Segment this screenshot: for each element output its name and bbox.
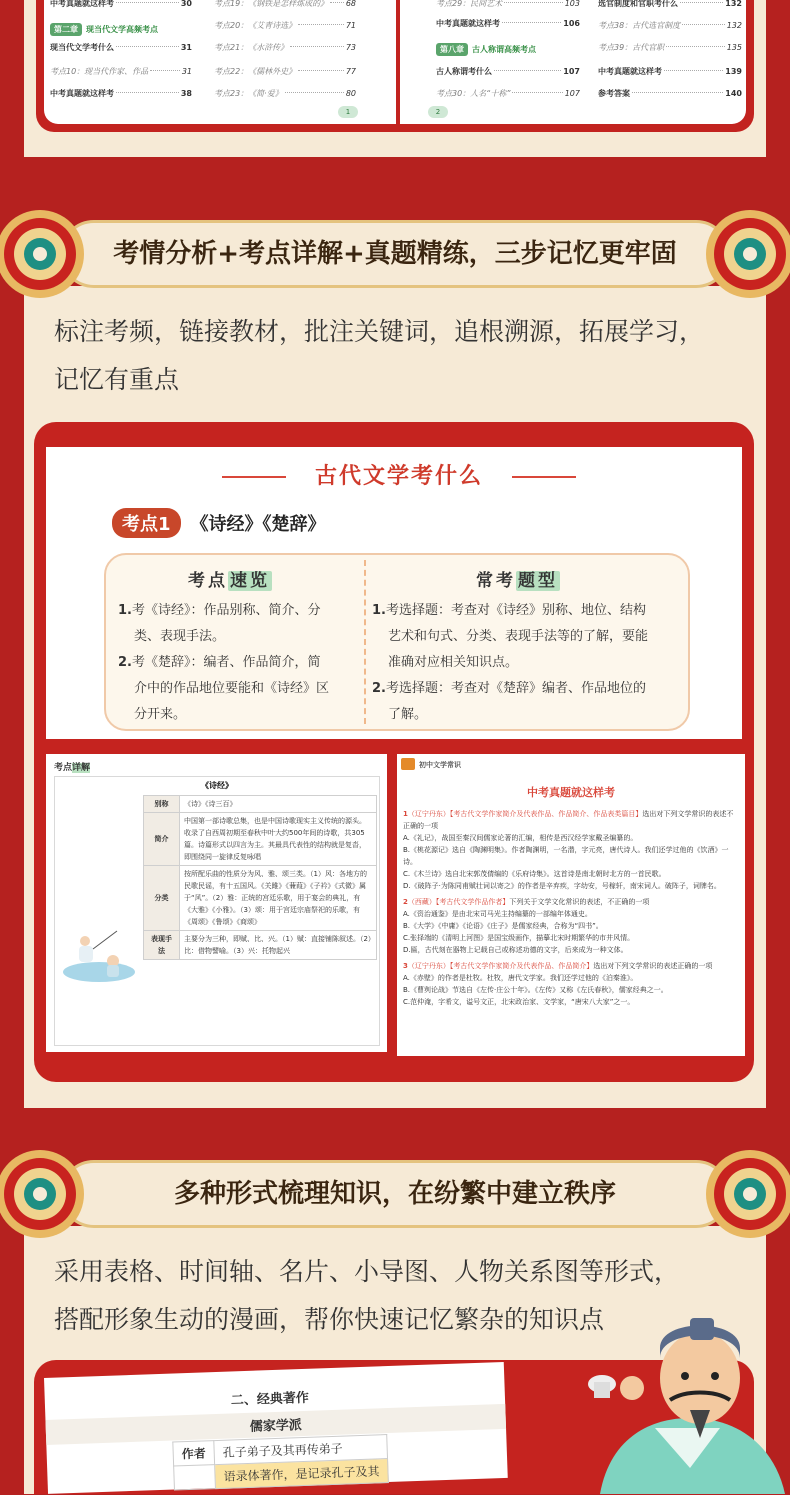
page-number-right: 2 [428, 106, 448, 118]
toc-chapter: 第八章 古人称谓高频考点 [436, 43, 580, 56]
exam-page-title: 中考真题就这样考 [527, 786, 615, 799]
toc-entry: 考点30：人名“十称” 107 [436, 89, 580, 98]
question-option: C.《木兰诗》选自北宋郭茂倩编的《乐府诗集》。这首诗是南北朝时北方的一首民歌。 [403, 870, 666, 878]
item-line: 考《诗经》：作品别称、简介、分 [131, 603, 321, 618]
question-tag: 【考古代文学作家简介及代表作品、作品简介、作品表类篇目】 [449, 810, 643, 818]
card-divider [364, 560, 366, 724]
detail-table [143, 795, 377, 960]
item-num: 2. [372, 681, 386, 696]
row-head: 表现手法 [144, 931, 180, 960]
title-deco-right [512, 476, 576, 478]
question-type-col-body [372, 598, 688, 728]
row-content: 孔子弟子及其再传弟子 [214, 1435, 388, 1465]
sample-page-title: 古代文学考什么 [314, 464, 483, 489]
row-head: 作者 [173, 1441, 215, 1466]
exam-question [403, 960, 739, 1008]
item-line: 考选择题：考查对《诗经》别称、地位、结构 [385, 603, 646, 618]
overview-item [118, 598, 362, 624]
ornament-medal-right-icon [702, 1146, 790, 1242]
toc-entry: 古人称谓考什么 107 [436, 67, 580, 76]
toc-entry: 选官制度和官职考什么 132 [598, 0, 742, 8]
question-option: D.《破阵子·为陈同甫赋壮词以寄之》的作者是辛弃疾，字幼安，号稼轩，南宋词人。破阵子，词牌名。 [403, 882, 721, 890]
page-number-left: 1 [338, 106, 358, 118]
row-content: 按所配乐曲的性质分为风、雅、颂三类。（1）风：各地方的民歌民谣，有十五国风。《关雎》《蒹葭》《子衿》《式微》属于“风”。（2）雅：正统的宫廷乐歌，用于宴会的典礼，有《大雅》《小雅》。（3）颂：用于宫廷宗庙祭祀的乐歌，有《周颂》《鲁颂》《商颂》 [180, 866, 377, 931]
question-tag: 【考古代文学作品作者】 [435, 898, 510, 906]
heading-highlight: 速览 [230, 571, 270, 591]
section2-banner [60, 1160, 730, 1228]
question-option: B.《桃花源记》选自《陶渊明集》。作者陶渊明，一名潜，字元亮，唐代诗人。我们还学过他的《饮酒》一诗。 [403, 846, 729, 866]
item-num: 1. [118, 603, 132, 618]
section1-desc-line: 记忆有重点 [54, 365, 180, 394]
bottom-section-title: 二、经典著作 [230, 1390, 310, 1409]
item-line: 类、表现手法。 [134, 629, 226, 644]
section2-banner-title: 多种形式梳理知识，在纷繁中建立秩序 [173, 1179, 616, 1209]
question-tag: 【考古代文学作家简介及代表作品、作品简介】 [449, 962, 594, 970]
item-num: 1. [372, 603, 386, 618]
toc-entry: 考点19：《钢铁是怎样炼成的》 68 [214, 0, 356, 8]
bottom-school-heading: 儒家学派 [45, 1404, 506, 1445]
bottom-sample-page [44, 1362, 508, 1494]
toc-entry: 考点21：《水浒传》 73 [214, 43, 356, 52]
label-highlight: 详解 [72, 763, 91, 773]
detail-table-box [54, 776, 380, 1046]
heading-highlight: 题型 [518, 571, 558, 591]
table-row [144, 813, 377, 866]
detail-table-title: 《诗经》 [201, 781, 233, 790]
question-region: （辽宁丹东） [407, 810, 450, 818]
item-line: 艺术和句式、分类、表现手法等的了解，要能 [388, 629, 649, 644]
detail-page [46, 754, 387, 1052]
overview-col-heading [188, 566, 272, 591]
overview-item [118, 650, 362, 676]
heading-part: 常考 [476, 571, 516, 591]
row-content: 语录体著作，是记录孔子及其 [215, 1459, 389, 1489]
section1-banner [60, 220, 730, 288]
toc-entry: 考点20：《艾青诗选》 71 [214, 21, 356, 30]
question-option: D.匾，古代刻在器物上记载自己或称述功德的文字，后来成为一种文体。 [403, 946, 628, 954]
exam-question-list [403, 808, 739, 1008]
question-option: A.《赤壁》的作者是杜牧。杜牧，唐代文学家。我们还学过他的《泊秦淮》。 [403, 974, 638, 982]
exam-question [403, 808, 739, 892]
section1-banner-title: 考情分析+考点详解+真题精练，三步记忆更牢固 [113, 239, 677, 269]
title-deco-left [222, 476, 286, 478]
section2-desc-line: 搭配形象生动的漫画，帮你快速记忆繁杂的知识点 [54, 1305, 605, 1334]
question-option: B.《曹刿论战》节选自《左传·庄公十年》。《左传》又称《左氏春秋》，儒家经典之一。 [403, 986, 668, 994]
question-type-item [372, 598, 688, 624]
kaodian-title: 《诗经》《楚辞》 [190, 514, 326, 535]
exam-page [397, 754, 745, 1056]
row-content: 中国第一部诗歌总集，也是中国诗歌现实主义传统的源头。收录了自西周初期至春秋中叶大约500年间的诗歌，共305篇。诗篇形式以四言为主。其最具代表性的结构就是复沓，即围绕同一旋律反复咏唱 [180, 813, 377, 866]
row-content: 主要分为三种，即赋、比、兴。（1）赋：直接铺陈叙述。（2）比：借物譬喻。（3）兴：托物起兴 [180, 931, 377, 960]
label-part: 考点 [54, 763, 73, 773]
toc-entry: 考点10：现当代作家、作品 31 [50, 67, 192, 76]
question-region: （西藏） [407, 898, 436, 906]
toc-entry: 考点23：《简·爱》 80 [214, 89, 356, 98]
toc-entry: 中考真题就这样考 38 [50, 89, 192, 98]
row-head: 简介 [144, 813, 180, 866]
question-stem: 下列关于文学文化常识的表述，不正确的一项 [509, 898, 650, 906]
item-num: 2. [118, 655, 132, 670]
question-type-item [372, 676, 688, 702]
row-content: 《诗》《诗三百》 [180, 796, 377, 813]
question-option: A.《资治通鉴》是由北宋司马光主持编纂的一部编年体通史。 [403, 910, 592, 918]
kaodian-badge: 考点1 [112, 508, 181, 538]
toc-entry: 中考真题就这样考 30 [50, 0, 192, 8]
section1-description [54, 308, 774, 404]
ornament-medal-right-icon [702, 206, 790, 302]
toc-entry: 中考真题就这样考 106 [436, 19, 580, 28]
toc-entry: 参考答案 140 [598, 89, 742, 98]
question-region: （辽宁丹东） [407, 962, 450, 970]
item-line: 准确对应相关知识点。 [388, 655, 519, 670]
question-number: 3 [403, 962, 408, 970]
heading-part: 考点 [188, 571, 228, 591]
book-logo-icon [401, 758, 415, 770]
table-row [144, 796, 377, 813]
item-line: 了解。 [388, 707, 428, 722]
section1-desc-line: 标注考频，链接教材，批注关键词，追根溯源，拓展学习， [54, 317, 705, 346]
toc-chapter: 第二章 现当代文学高频考点 [50, 23, 192, 36]
section2-desc-line: 采用表格、时间轴、名片、小导图、人物关系图等形式， [54, 1257, 680, 1286]
toc-entry: 考点38：古代选官制度 132 [598, 21, 742, 30]
toc-entry: 考点22：《儒林外史》 77 [214, 67, 356, 76]
question-option: C.张择端的《清明上河图》是国宝级画作，描摹北宋时期繁华的市井风情。 [403, 934, 635, 942]
question-stem: 选出对下列文学常识的表述不正确的一项 [403, 810, 734, 830]
overview-col-body [118, 598, 362, 728]
cartoon-scholar-icon [540, 1318, 790, 1494]
exam-question [403, 896, 739, 956]
question-option: B.《大学》《中庸》《论语》《庄子》是儒家经典，合称为“四书”。 [403, 922, 603, 930]
exam-page-header: 初中文学常识 [419, 761, 461, 769]
question-type-col-heading [476, 566, 560, 591]
item-line: 考选择题：考查对《楚辞》编者、作品地位的 [385, 681, 646, 696]
illustration-fishing-scene [59, 917, 139, 987]
row-head: 分类 [144, 866, 180, 931]
ornament-medal-left-icon [0, 1146, 88, 1242]
bottom-table [172, 1434, 389, 1490]
question-option: C.范仲淹，字希文，谥号文正，北宋政治家、文学家，“唐宋八大家”之一。 [403, 998, 635, 1006]
kaodian-header [112, 508, 326, 538]
toc-entry: 现当代文学考什么 31 [50, 43, 192, 52]
item-line: 分开来。 [134, 707, 187, 722]
question-number: 1 [403, 810, 408, 818]
question-number: 2 [403, 898, 408, 906]
row-head: 别称 [144, 796, 180, 813]
table-row [144, 931, 377, 960]
toc-entry: 考点39：古代官职 135 [598, 43, 742, 52]
toc-entry: 中考真题就这样考 139 [598, 67, 742, 76]
detail-page-label [54, 760, 90, 773]
toc-entry: 考点29：民间艺术 103 [436, 0, 580, 8]
question-stem: 选出对下列文学常识的表述正确的一项 [593, 962, 713, 970]
question-option: A.《礼记》，战国至秦汉间儒家论著的汇编，相传是西汉经学家戴圣编纂的。 [403, 834, 638, 842]
table-row [144, 866, 377, 931]
ornament-medal-left-icon [0, 206, 88, 302]
item-line: 介中的作品地位要能和《诗经》区 [134, 681, 330, 696]
item-line: 考《楚辞》：编者、作品简介，简 [131, 655, 321, 670]
